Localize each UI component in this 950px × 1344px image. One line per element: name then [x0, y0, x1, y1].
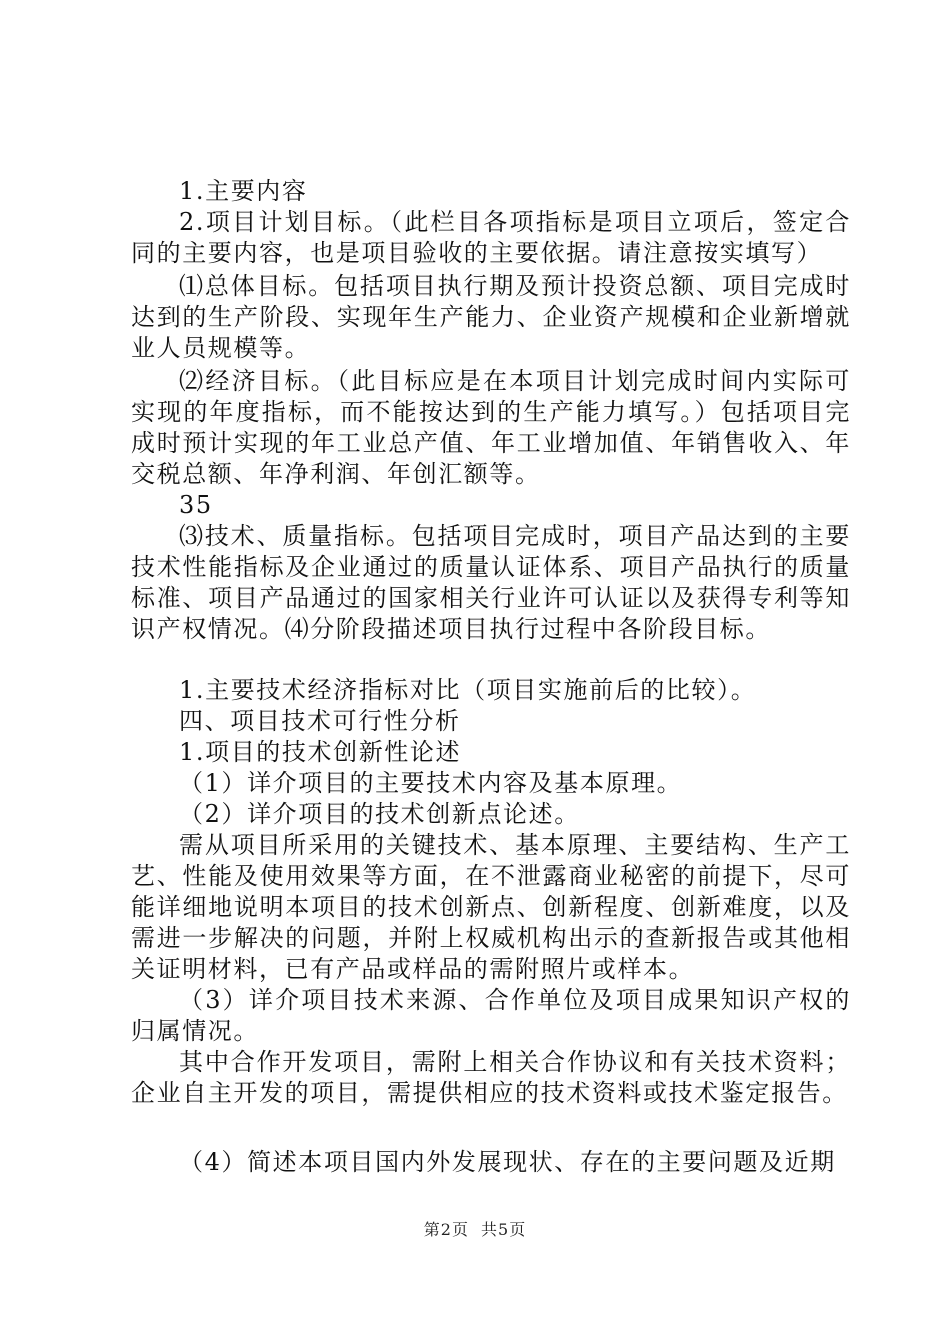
document-body	[131, 176, 851, 1178]
paragraph-item-3: （3）详介项目技术来源、合作单位及项目成果知识产权的归属情况。	[131, 986, 851, 1045]
paragraph-main-content: 1.主要内容	[179, 177, 308, 205]
page-footer	[0, 1217, 950, 1240]
paragraph-item-1: （1）详介项目的主要技术内容及基本原理。	[179, 769, 683, 797]
paragraph-innovation-detail: 需从项目所采用的关键技术、基本原理、主要结构、生产工艺、性能及使用效果等方面，在不泄露商业秘密的前提下，尽可能详细地说明本项目的技术创新点、创新程度、创新难度，以及需进一步解决的问题，并附上权威机构出示的查新报告或其他相关证明材料，已有产品或样品的需附照片或样本。	[131, 831, 851, 983]
paragraph-economic-goal: ⑵经济目标。（此目标应是在本项目计划完成时间内实际可实现的年度指标，而不能按达到的生产能力填写。）包括项目完成时预计实现的年工业总产值、年工业增加值、年销售收入、年交税总额、年净利润、年创汇额等。	[131, 367, 851, 488]
paragraph-cooperation: 其中合作开发项目，需附上相关合作协议和有关技术资料；企业自主开发的项目，需提供相应的技术资料或技术鉴定报告。	[131, 1048, 851, 1107]
paragraph-tech-quality: ⑶技术、质量指标。包括项目完成时，项目产品达到的主要技术性能指标及企业通过的质量认证体系、项目产品执行的质量标准、项目产品通过的国家相关行业许可认证以及获得专利等知识产权情况。⑷分阶段描述项目执行过程中各阶段目标。	[131, 522, 851, 643]
paragraph-plan-goals: 2.项目计划目标。（此栏目各项指标是项目立项后，签定合同的主要内容，也是项目验收的主要依据。请注意按实填写）	[131, 208, 851, 267]
paragraph-item-4: （4）简述本项目国内外发展现状、存在的主要问题及近期	[179, 1148, 836, 1176]
paragraph-innovation-title: 1.项目的技术创新性论述	[179, 738, 462, 766]
page-total: 共5页	[481, 1220, 527, 1239]
paragraph-indicator-compare: 1.主要技术经济指标对比（项目实施前后的比较）。	[179, 676, 757, 704]
paragraph-overall-goal: ⑴总体目标。包括项目执行期及预计投资总额、项目完成时达到的生产阶段、实现年生产能力、企业资产规模和企业新增就业人员规模等。	[131, 272, 851, 362]
paragraph-number: 35	[179, 491, 213, 519]
paragraph-item-2: （2）详介项目的技术创新点论述。	[179, 800, 580, 828]
page-number: 第2页	[423, 1220, 469, 1239]
section-heading-feasibility: 四、项目技术可行性分析	[179, 707, 461, 735]
